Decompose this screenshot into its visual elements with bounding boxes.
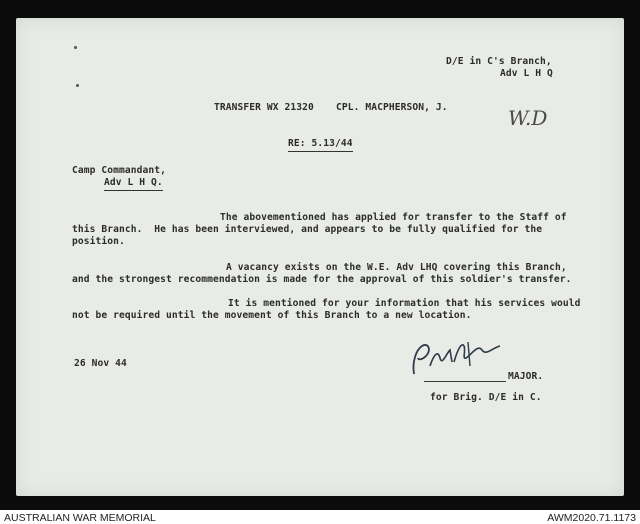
letter-date: 26 Nov 44 xyxy=(74,358,127,369)
paragraph-2-line-1: A vacancy exists on the W.E. Adv LHQ covering this Branch, xyxy=(226,262,567,273)
punch-mark xyxy=(76,84,79,87)
recipient-title: Camp Commandant, xyxy=(72,165,167,176)
paragraph-1-line-2: this Branch. He has been interviewed, and appears to be fully qualified for the xyxy=(72,224,543,235)
sender-hq: Adv L H Q xyxy=(500,68,553,79)
subject-soldier: CPL. MACPHERSON, J. xyxy=(336,102,448,113)
paragraph-3-line-1: It is mentioned for your information that his services would xyxy=(228,298,581,309)
signatory-authority: for Brig. D/E in C. xyxy=(430,392,542,403)
paragraph-2-line-2: and the strongest recommendation is made for the approval of this soldier's transfer. xyxy=(72,274,572,285)
document-page xyxy=(16,18,624,496)
recipient-hq: Adv L H Q. xyxy=(104,177,163,191)
paragraph-1-line-1: The abovementioned has applied for transfer to the Staff of xyxy=(220,212,567,223)
sender-branch: D/E in C's Branch, xyxy=(446,56,552,67)
reference-number: RE: 5.13/44 xyxy=(288,138,353,152)
punch-mark xyxy=(74,46,77,49)
signatory-rank: MAJOR. xyxy=(508,371,544,382)
handwritten-note: W.D xyxy=(508,106,548,130)
subject-transfer: TRANSFER WX 21320 xyxy=(214,102,314,113)
footer-accession-number: AWM2020.71.1173 xyxy=(547,512,636,524)
signature xyxy=(408,336,518,382)
footer-institution: AUSTRALIAN WAR MEMORIAL xyxy=(4,512,156,524)
paragraph-1-line-3: position. xyxy=(72,236,125,247)
paragraph-3-line-2: not be required until the movement of this Branch to a new location. xyxy=(72,310,472,321)
signature-line xyxy=(424,381,506,382)
